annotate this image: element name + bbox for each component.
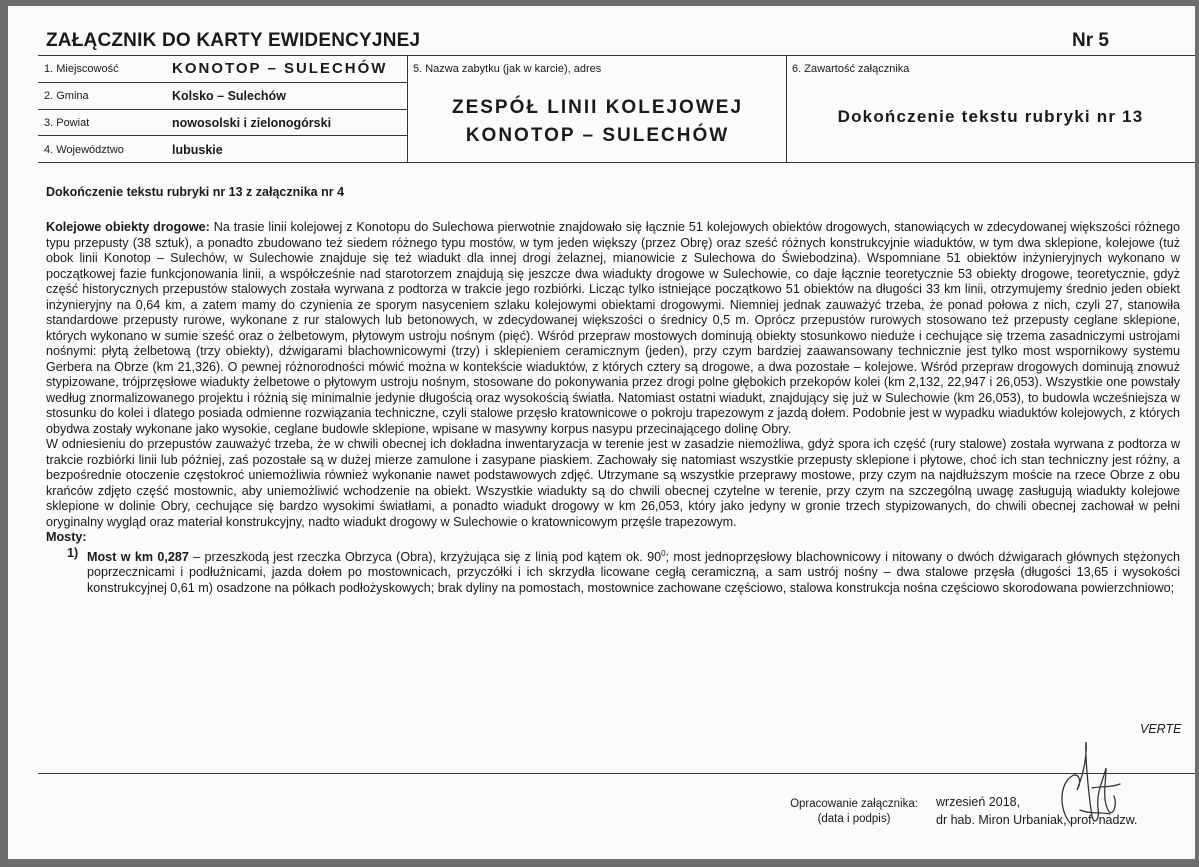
monument-name <box>409 94 786 150</box>
paragraph-lead: Kolejowe obiekty drogowe: <box>46 220 210 234</box>
field-label-zawartosc: 6. Zawartość załącznika <box>792 63 910 75</box>
bridge-item-lead: Most w km 0,287 <box>87 549 189 564</box>
prepared-label-line-1: Opracowanie załącznika: <box>790 798 918 810</box>
header-table <box>38 55 1195 163</box>
monument-name-line-2: KONOTOP – SULECHÓW <box>465 125 730 146</box>
prepared-author: dr hab. Miron Urbaniak, prof. nadzw. <box>936 813 1138 827</box>
footer-divider <box>38 773 1195 774</box>
signature-icon <box>1048 728 1128 838</box>
table-row-divider <box>38 82 407 83</box>
document-title: ZAŁĄCZNIK DO KARTY EWIDENCYJNEJ <box>46 30 421 51</box>
bridge-item <box>46 546 1180 597</box>
table-row-divider <box>38 109 407 110</box>
attachment-content: Dokończenie tekstu rubryki nr 13 <box>837 107 1144 126</box>
field-value-wojewodztwo: lubuskie <box>172 143 223 157</box>
field-label-wojewodztwo: 4. Województwo <box>44 144 124 156</box>
table-divider <box>786 56 787 162</box>
field-label-powiat: 3. Powiat <box>44 117 90 129</box>
paragraph-1 <box>46 220 1180 437</box>
table-row-divider <box>38 135 407 136</box>
bridge-item-number: 1) <box>67 545 79 560</box>
field-value-miejscowosc: KONOTOP – SULECHÓW <box>172 60 388 77</box>
degree-superscript: 0 <box>661 548 666 558</box>
field-label-nazwa: 5. Nazwa zabytku (jak w karcie), adres <box>413 63 602 75</box>
attachment-number: Nr 5 <box>1072 30 1109 51</box>
document-sheet <box>8 6 1195 859</box>
section-heading: Dokończenie tekstu rubryki nr 13 z załącznika nr 4 <box>46 185 345 199</box>
bridges-heading: Mosty: <box>46 530 87 544</box>
prepared-date: wrzesień 2018, <box>936 795 1021 809</box>
monument-name-line-1: ZESPÓŁ LINII KOLEJOWEJ <box>451 97 744 118</box>
field-label-gmina: 2. Gmina <box>44 90 89 102</box>
bridge-item-text-b: ; most jednoprzęsłowy blachownicowy i nitowany o dwóch dźwigarach głównych stężonych poprzecznicami i podłużnicami, jazda dołem po mostownicach, przyczółki i ich skrzydła licowane cegłą ceramiczną, a sam ustrój nośny – dwa stalowe przęsła (długości 13,65 i wysokości konstrukcyjnej 0,61 m) osadzone na półkach podłożyskowych; brak dyliny na pomostach, mostownice zachowane częściowo, stalowa konstrukcja nośna częściowo skorodowana powierzchniowo; <box>87 549 1180 595</box>
prepared-by-label <box>780 797 928 827</box>
paragraph-2: W odniesieniu do przepustów zauważyć trzeba, że w chwili obecnej ich dokładna inwentaryzacja w terenie jest w zasadzie niemożliwa, gdyż spora ich część (rury stalowe) została wyrwana z podtorza w trakcie rozbiórki linii lub później, zaś pozostałe są w dużej mierze zamulone i zasypane piaskiem. Zachowały się natomiast wszystkie przepusty sklepione i płytowe, choć ich stan techniczny jest różny, a bezpośrednie otoczenie częstokroć uniemożliwia również wykonanie nawet podstawowych zdjęć. Utrzymane są wszystkie przeprawy mostowe, przy czym na najdłuższym moście na rzece Obrze z obu krańców zdjęto część mostownic, aby uniemożliwić wchodzenie na obiekt. Wszystkie wiadukty są do chwili obecnej czytelne w terenie, przy czym na szczególną uwagę zasługują wiadukty kolejowe sklepione w dolinie Obry, cechujące się bardzo wysokimi światłami, a ponadto wiadukt drogowy w km 26,053, który jako jedyny w gronie trzech stypizowanych, do chwili obecnej zachował w pełni oryginalny wygląd oraz materiał konstrukcyjny, nadto wiadukt drogowy w Sulechowie o kratownicowym przęśle trapezowym. <box>46 437 1180 529</box>
verte-note: VERTE <box>1140 722 1182 736</box>
bridge-item-text-a: – przeszkodą jest rzeczka Obrzyca (Obra), krzyżująca się z linią pod kątem ok. 90 <box>188 549 662 564</box>
prepared-label-line-2: (data i podpis) <box>817 813 891 825</box>
table-divider <box>407 56 408 162</box>
field-value-gmina: Kolsko – Sulechów <box>172 89 286 103</box>
field-label-miejscowosc: 1. Miejscowość <box>44 63 119 75</box>
body-text <box>46 220 1180 596</box>
paragraph-1-text: Na trasie linii kolejowej z Konotopu do Sulechowa pierwotnie znajdowało się łącznie 51 kolejowych obiektów drogowych, stanowiących w zdecydowanej większości różnego typu przepusty (38 sztuk), a ponadto zbudowano też siedem różnego typu mostów, w tym jeden większy (przez Obrę) oraz sześć różnych konstrukcyjnie wiaduktów, w tym dwa sklepione, kolejowe (tuż obok linii Konotop – Sulechów, w Sulechowie znajduje się też wiadukt dla innej drogi żelaznej, mianowicie z Sulechowa do Świebodzina). Wspomniane 51 obiektów inżynieryjnych wykonano w początkowej fazie funkcjonowania linii, a współcześnie nad starotorzem znajdują się jeszcze dwa wiadukty drogowe w Sulechowie, co daje łącznie teoretycznie 53 obiekty drogowe, teoretycznie, gdyż część historycznych przepustów stalowych została wyrwana z podtorza w trakcie jego rozbiórki. Licząc tylko istniejące początkowo 51 obiektów na długości 33 km linii, otrzymujemy średnio jeden obiekt inżynieryjny na 0,64 km, a zatem mamy do czynienia ze sporym nasyceniem szlaku kolejowymi obiektami drogowymi. Niemniej jednak zauważyć trzeba, że ponad połowa z nich, czyli 27, stanowiła standardowe przepusty rurowe, wykonane z rur stalowych lub betonowych, w zdecydowanej większości o średnicy 0,5 m. Oprócz przepustów rurowych stosowano też przepusty ceglane sklepione, których wykonano w sumie sześć oraz o żelbetowym, płytowym ustroju nośnym (pięć). Wśród przepraw mostowych dominują obiekty stosunkowo nieduże i cechujące się trzema zasadniczymi ustrojami nośnymi: płytą żelbetową (trzy obiekty), dźwigarami blachownicowymi (trzy) i sklepieniem ceramicznym (jeden), przy czym bardziej zaawansowany technicznie jest tylko most wspornikowy systemu Gerbera na Obrze (km 21,326). O pewnej różnorodności mówić można w kontekście wiaduktów, z których cztery są drogowe, a dwa pozostałe – kolejowe. Wśród przepraw drogowych dominują znowuż stypizowane, trójprzęsłowe wiadukty żelbetowe o płytowym ustroju nośnym, stosowane do pokonywania przez drogi polne głębokich przekopów kolei (km 2,132, 22,947 i 26,053). Wszystkie one powstały według znormalizowanego projektu i różnią się minimalnie jedynie długością oraz wysokością światła. Natomiast ostatni wiadukt, znajdujący się już w Sulechowie (km 26,053), to budowla wcześniejsza w stosunku do kolei i dlatego posiada odmienne rozwiązania techniczne, czyli stalowe przęsło kratownicowe o pokroju trapezowym z jazdą dołem. Podobnie jest w wypadku wiaduktów kolejowych, z których obydwa zostały wykonane jako wysokie, ceglane budowle sklepione, wpisane w masywny korpus nasypu przecinającego dolinę Obry. <box>46 220 1180 436</box>
field-value-powiat: nowosolski i zielonogórski <box>172 116 332 130</box>
